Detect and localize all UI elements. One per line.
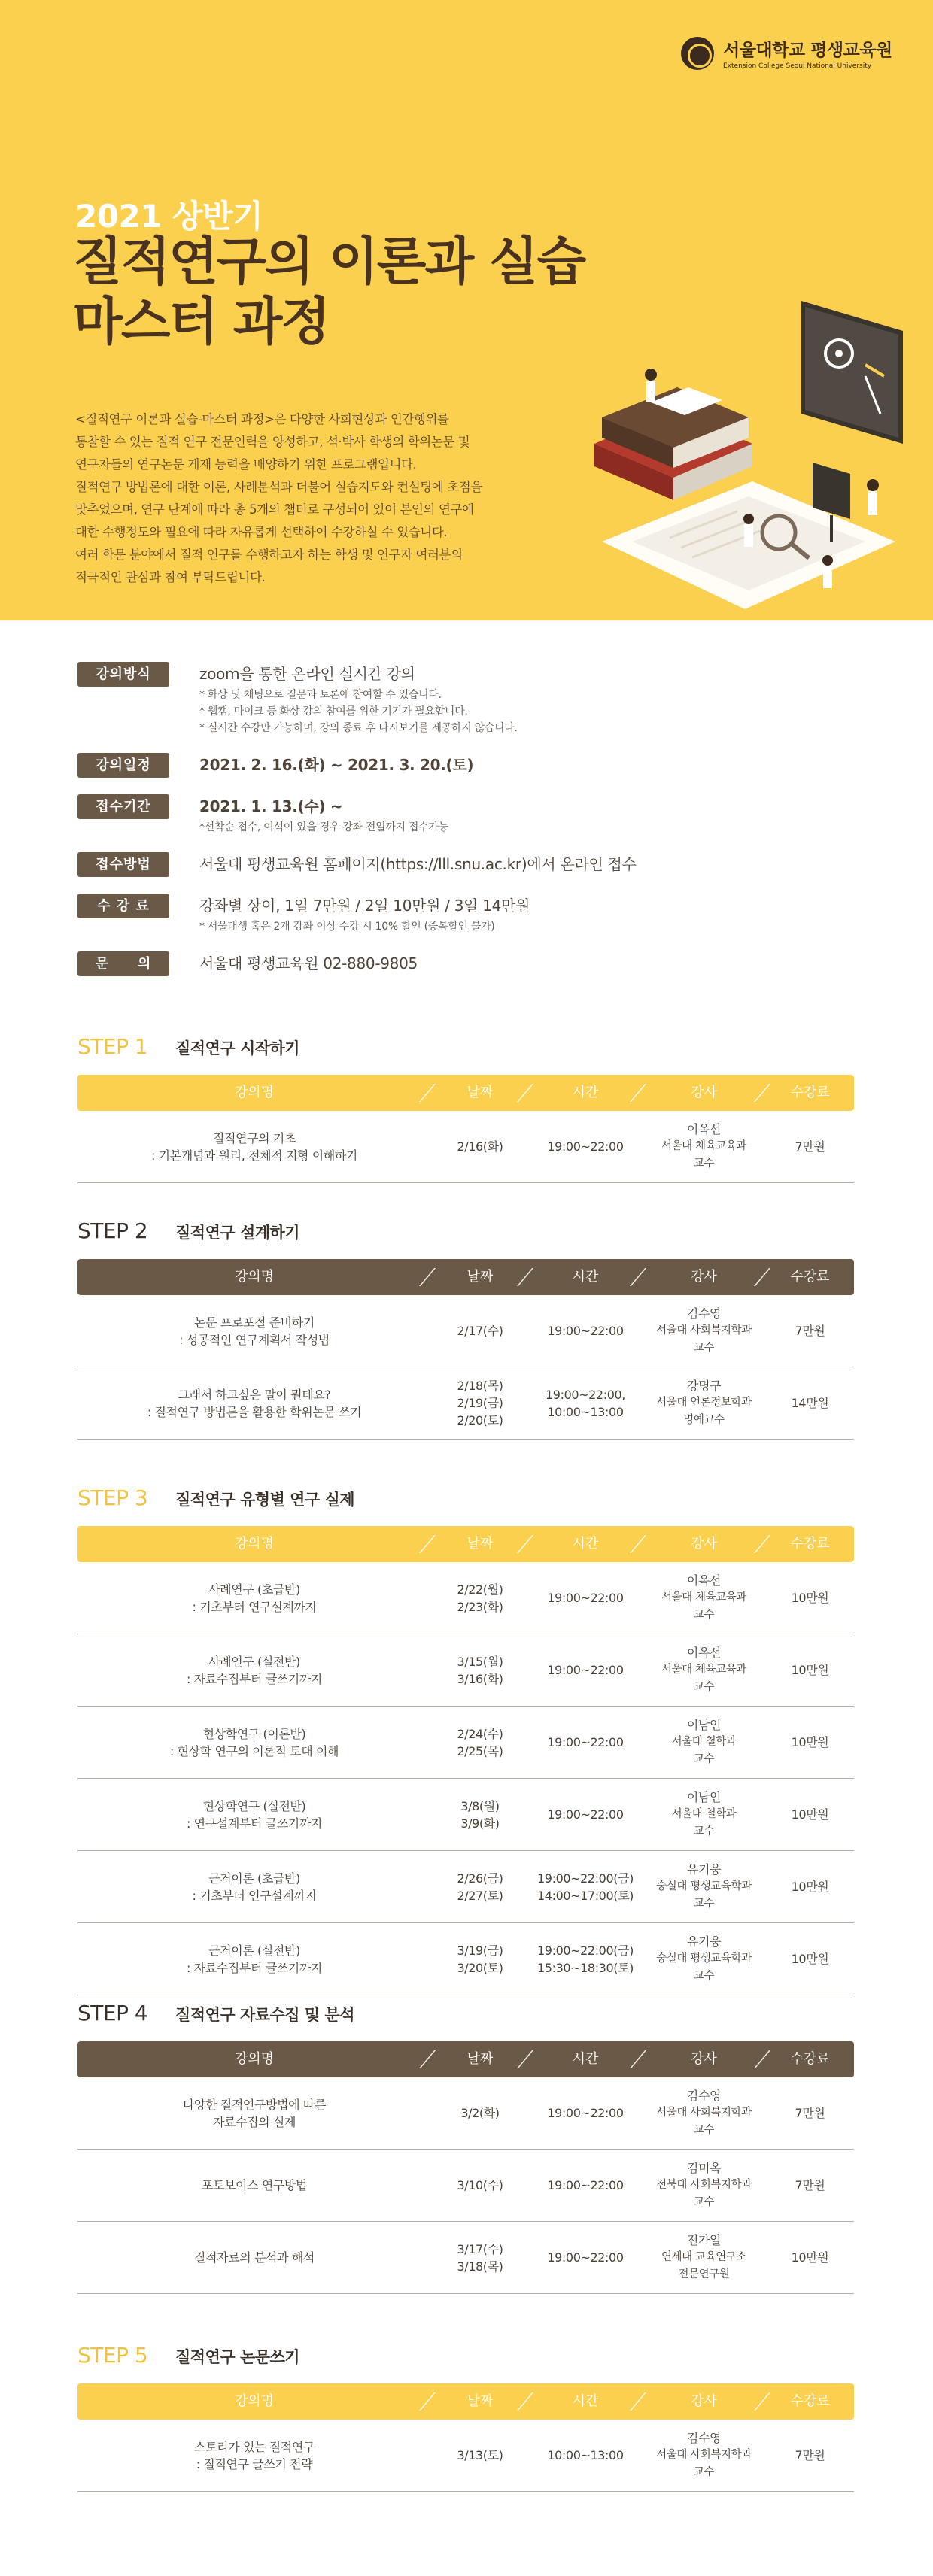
description-line: 여러 학문 분야에서 질적 연구를 수행하고자 하는 학생 및 연구자 여러분의 [75, 548, 463, 562]
instructor-line: 유기웅 [686, 1862, 722, 1877]
column-header: 날짜 [431, 1075, 529, 1111]
course-time-line: 19:00~22:00, [546, 1387, 625, 1402]
column-header: 강의명 [234, 2051, 275, 2067]
course-date [431, 1322, 529, 1340]
program-title-line1: 질적연구의 이론과 실습 [73, 232, 585, 292]
course-fee: 10만원 [791, 1663, 829, 1677]
instructor-line: 김수영 [686, 2431, 722, 2445]
course-name-line: : 자료수집부터 글쓰기까지 [187, 1671, 322, 1686]
description-line: 통찰할 수 있는 질적 연구 전문인력을 양성하고, 석·박사 학생의 학위논문 및 [75, 435, 470, 449]
course-date [431, 2104, 529, 2122]
column-header: 수강료 [766, 1259, 854, 1295]
course-date-line: 3/9(화) [460, 1816, 500, 1831]
course-name-line: : 기초부터 연구설계까지 [192, 1599, 317, 1614]
course-time [529, 1589, 642, 1607]
logo-subtitle: Extension College Seoul National University [723, 62, 872, 70]
course-name [77, 1725, 431, 1760]
step-heading [77, 2001, 854, 2031]
instructor [642, 1861, 766, 1913]
description-line: 맞추었으며, 연구 단계에 따라 총 5개의 챕터로 구성되어 있어 본인의 연구에 [75, 502, 474, 517]
description-line: 질적연구 방법론에 대한 이론, 사례분석과 더불어 실습지도와 컨설팅에 초점을 [75, 480, 482, 494]
course-fee: 10만원 [791, 1952, 829, 1966]
course-name-line: 다양한 질적연구방법에 따른 [182, 2097, 327, 2112]
instructor [642, 1377, 766, 1429]
table-row [77, 1295, 854, 1367]
course-time [529, 1942, 642, 1977]
course-time-line: 19:00~22:00(금) [537, 1943, 634, 1958]
table-header [77, 1526, 854, 1562]
course-fee: 10만원 [791, 1735, 829, 1749]
info-body [199, 894, 530, 935]
course-name-line: 자료수집의 실제 [212, 2114, 296, 2129]
step-title: 질적연구 시작하기 [175, 1039, 300, 1057]
course-table [77, 1075, 854, 1183]
instructor-line: 서울대 체육교육과 [661, 1664, 747, 1676]
course-name [77, 2177, 431, 2194]
course-date-line: 2/20(토) [457, 1413, 503, 1428]
program-term: 2021 상반기 [75, 198, 263, 235]
course-date-line: 2/18(목) [457, 1379, 503, 1393]
course-time-line: 10:00~13:00 [547, 2448, 624, 2462]
course-date-line: 3/15(월) [457, 1654, 503, 1669]
table-header [77, 1075, 854, 1111]
info-value: 강좌별 상이, 1일 7만원 / 2일 10만원 / 3일 14만원 [199, 897, 530, 915]
instructor-line: 숭실대 평생교육학과 [656, 1952, 752, 1965]
course-time-line: 19:00~22:00 [547, 2178, 624, 2192]
instructor-line: 교수 [693, 1898, 715, 1910]
instructor [642, 1305, 766, 1357]
column-header: 수강료 [766, 1075, 854, 1111]
instructor-line: 교수 [693, 2124, 715, 2136]
column-header: 강사 [642, 1259, 766, 1295]
table-row [77, 2420, 854, 2492]
course-info [77, 662, 860, 993]
step-number: STEP 1 [77, 1034, 148, 1059]
column-header: 시간 [529, 1075, 642, 1111]
course-time-line: 19:00~22:00 [547, 1324, 624, 1338]
course-time [529, 2447, 642, 2464]
column-header: 강사 [642, 1526, 766, 1562]
instructor-line: 명예교수 [683, 1414, 725, 1426]
course-name-line: 논문 프로포절 준비하기 [194, 1315, 315, 1330]
instructor-line: 전가일 [686, 2233, 722, 2247]
course-name-line: 근거이론 (초급반) [208, 1871, 300, 1886]
column-header: 날짜 [431, 1526, 529, 1562]
table-row [77, 1367, 854, 1440]
info-note: * 실시간 수강만 가능하며, 강의 종료 후 다시보기를 제공하지 않습니다. [199, 722, 518, 734]
course-name-line: : 질적연구 글쓰기 전략 [196, 2456, 313, 2471]
program-description [75, 408, 557, 589]
course-date [431, 1870, 529, 1904]
instructor-line: 유기웅 [686, 1934, 722, 1949]
instructor-line: 이남인 [686, 1718, 722, 1732]
course-time [529, 2249, 642, 2266]
info-label: 수 강 료 [77, 894, 169, 918]
instructor-line: 서울대 사회복지학과 [656, 2449, 752, 2461]
description-line: 대한 수행정도와 필요에 따라 자유롭게 선택하여 수강하실 수 있습니다. [75, 525, 448, 539]
course-time-line: 19:00~22:00 [547, 1139, 624, 1154]
course-date-line: 3/8(월) [460, 1798, 500, 1813]
course-name [77, 1386, 431, 1421]
course-date [431, 2447, 529, 2464]
course-date [431, 2241, 529, 2275]
instructor-line: 김수영 [686, 2089, 722, 2103]
course-name [77, 2096, 431, 2131]
instructor-line: 교수 [693, 1681, 715, 1693]
course-name [77, 1581, 431, 1616]
description-line: <질적연구 이론과 실습-마스터 과정>은 다양한 사회현상과 인간행위를 [75, 412, 449, 426]
course-time [529, 1322, 642, 1340]
step-section-4 [77, 2001, 854, 2294]
course-date-line: 2/19(금) [457, 1396, 503, 1410]
course-time [529, 1870, 642, 1904]
column-header: 수강료 [766, 2041, 854, 2077]
course-name-line: : 현상학 연구의 이론적 토대 이해 [169, 1743, 339, 1758]
table-row [77, 1851, 854, 1923]
info-note: * 웹캠, 마이크 등 화상 강의 참여를 위한 기기가 필요합니다. [199, 705, 468, 718]
column-header: 날짜 [431, 2383, 529, 2420]
table-row [77, 1111, 854, 1183]
step-section-2 [77, 1218, 854, 1440]
course-fee: 7만원 [795, 2448, 825, 2462]
step-number: STEP 3 [77, 1485, 148, 1510]
table-row [77, 1779, 854, 1851]
step-heading [77, 1485, 854, 1516]
course-name [77, 2249, 431, 2266]
instructor [642, 1644, 766, 1696]
course-date [431, 2177, 529, 2194]
instructor-line: 김수영 [686, 1306, 722, 1321]
table-header [77, 2041, 854, 2077]
step-heading [77, 2343, 854, 2373]
instructor-line: 서울대 사회복지학과 [656, 1324, 752, 1337]
course-time [529, 1734, 642, 1751]
table-row [77, 1923, 854, 1995]
course-name [77, 1870, 431, 1904]
column-header: 수강료 [766, 1526, 854, 1562]
instructor-line: 이남인 [686, 1790, 722, 1804]
course-time-line: 19:00~22:00 [547, 1735, 624, 1749]
course-date-line: 3/19(금) [457, 1943, 503, 1958]
course-date [431, 1798, 529, 1832]
course-name-line: 그래서 하고싶은 말이 뭔데요? [178, 1387, 331, 1402]
instructor-line: 김미옥 [686, 2161, 722, 2175]
info-row [77, 852, 860, 877]
course-date [431, 1138, 529, 1155]
table-row [77, 1634, 854, 1707]
course-date-line: 2/24(수) [457, 1726, 503, 1741]
instructor-line: 연세대 교육연구소 [661, 2251, 747, 2263]
instructor [642, 1789, 766, 1840]
info-label: 접수방법 [77, 852, 169, 877]
instructor-line: 교수 [693, 1342, 715, 1354]
course-date [431, 1581, 529, 1616]
instructor-line: 전북대 사회복지학과 [656, 2179, 752, 2191]
description-line: 연구자들의 연구논문 게재 능력을 배양하기 위한 프로그램입니다. [75, 457, 417, 472]
instructor [642, 1933, 766, 1985]
column-header: 날짜 [431, 1259, 529, 1295]
course-date-line: 2/26(금) [457, 1871, 503, 1886]
instructor-line: 교수 [693, 2466, 715, 2478]
course-name [77, 2438, 431, 2473]
course-name-line: 현상학연구 (실전반) [202, 1798, 306, 1813]
course-date [431, 1725, 529, 1760]
instructor [642, 1572, 766, 1624]
research-illustration [579, 293, 918, 617]
info-row [77, 951, 860, 976]
course-name-line: 근거이론 (실전반) [208, 1943, 300, 1958]
info-note: *선착순 접수, 여석이 있을 경우 강좌 전일까지 접수가능 [199, 821, 448, 833]
step-section-1 [77, 1034, 854, 1183]
step-heading [77, 1034, 854, 1064]
course-time-line: 19:00~22:00 [547, 1663, 624, 1677]
course-name-line: 질적연구의 기초 [212, 1130, 296, 1145]
course-date-line: 2/16(화) [457, 1139, 503, 1154]
instructor [642, 1716, 766, 1768]
instructor [642, 1121, 766, 1173]
program-title-line2: 마스터 과정 [73, 293, 330, 352]
course-name-line: 사례연구 (실전반) [208, 1654, 300, 1669]
column-header: 강의명 [234, 1536, 275, 1552]
course-date [431, 1942, 529, 1977]
course-name-line: : 자료수집부터 글쓰기까지 [187, 1960, 322, 1975]
course-date-line: 2/25(목) [457, 1743, 503, 1758]
info-body [199, 951, 418, 976]
step-section-5 [77, 2343, 854, 2492]
column-header: 강사 [642, 2383, 766, 2420]
course-name [77, 1314, 431, 1349]
hero-banner [0, 0, 933, 620]
info-row [77, 894, 860, 935]
course-name-line: 현상학연구 (이론반) [202, 1726, 306, 1741]
instructor-line: 서울대 철학과 [671, 1808, 737, 1820]
info-body [199, 852, 637, 877]
course-name-line: 포토보이스 연구방법 [201, 2178, 308, 2192]
info-value: 서울대 평생교육원 02-880-9805 [199, 954, 418, 972]
course-time-line: 14:00~17:00(토) [537, 1888, 634, 1903]
instructor-line: 교수 [693, 1825, 715, 1837]
course-date [431, 1377, 529, 1429]
course-name-line: : 성공적인 연구계획서 작성법 [179, 1332, 330, 1347]
step-section-3 [77, 1485, 854, 1995]
instructor-line: 서울대 사회복지학과 [656, 2107, 752, 2119]
instructor-line: 교수 [693, 1970, 715, 1982]
course-name-line: 스토리가 있는 질적연구 [194, 2439, 315, 2454]
instructor-line: 교수 [693, 2196, 715, 2208]
course-table [77, 2041, 854, 2294]
course-fee: 10만원 [791, 2250, 829, 2265]
instructor-line: 이옥선 [686, 1122, 722, 1136]
description-line: 적극적인 관심과 참여 부탁드립니다. [75, 570, 266, 584]
instructor-line: 교수 [693, 1158, 715, 1170]
column-header: 강사 [642, 2041, 766, 2077]
course-table [77, 1259, 854, 1440]
table-row [77, 1562, 854, 1634]
info-label: 문 의 [77, 951, 169, 976]
course-date-line: 2/23(화) [457, 1599, 503, 1614]
info-label: 접수기간 [77, 794, 169, 819]
course-date-line: 3/10(수) [457, 2178, 503, 2192]
course-time-line: 19:00~22:00(금) [537, 1871, 634, 1886]
course-table [77, 1526, 854, 1995]
course-date-line: 3/17(수) [457, 2241, 503, 2256]
course-fee: 10만원 [791, 1807, 829, 1822]
course-name-line: : 기본개념과 원리, 전체적 지형 이해하기 [150, 1148, 357, 1163]
step-title: 질적연구 자료수집 및 분석 [175, 2006, 355, 2024]
instructor-line: 이옥선 [686, 1573, 722, 1588]
instructor-line: 서울대 철학과 [671, 1736, 737, 1748]
info-note: * 서울대생 혹은 2개 강좌 이상 수강 시 10% 할인 (중복할인 불가) [199, 921, 495, 933]
course-time-line: 19:00~22:00 [547, 2106, 624, 2120]
info-row [77, 753, 860, 778]
course-fee: 10만원 [791, 1880, 829, 1894]
instructor [642, 2159, 766, 2211]
course-fee: 7만원 [795, 1139, 825, 1154]
instructor-line: 교수 [693, 1753, 715, 1765]
instructor [642, 2232, 766, 2283]
instructor [642, 2429, 766, 2481]
step-title: 질적연구 논문쓰기 [175, 2348, 300, 2366]
course-fee: 7만원 [795, 2178, 825, 2192]
step-title: 질적연구 유형별 연구 실제 [175, 1491, 355, 1509]
table-row [77, 1707, 854, 1779]
course-time [529, 1661, 642, 1679]
course-time-line: 19:00~22:00 [547, 1807, 624, 1822]
course-fee: 7만원 [795, 1324, 825, 1338]
instructor-line: 서울대 체육교육과 [661, 1591, 747, 1604]
course-table [77, 2383, 854, 2492]
course-date-line: 3/13(토) [457, 2448, 503, 2462]
course-date-line: 3/20(토) [457, 1960, 503, 1975]
step-heading [77, 1218, 854, 1249]
column-header: 시간 [529, 1259, 642, 1295]
instructor-line: 전문연구원 [678, 2268, 730, 2280]
snu-seal-icon [681, 37, 714, 70]
course-time [529, 2104, 642, 2122]
info-note: * 화상 및 채팅으로 질문과 토론에 참여할 수 있습니다. [199, 689, 442, 701]
info-body [199, 662, 518, 736]
info-value: zoom을 통한 온라인 실시간 강의 [199, 665, 415, 683]
step-number: STEP 2 [77, 1218, 148, 1243]
column-header: 강의명 [234, 2393, 275, 2409]
course-date-line: 3/18(목) [457, 2259, 503, 2274]
course-time [529, 1806, 642, 1823]
column-header: 시간 [529, 1526, 642, 1562]
course-name-line: 사례연구 (초급반) [208, 1582, 300, 1597]
course-time-line: 15:30~18:30(토) [537, 1960, 634, 1975]
course-time-line: 19:00~22:00 [547, 2250, 624, 2265]
course-date-line: 3/2(화) [460, 2106, 500, 2120]
course-time [529, 2177, 642, 2194]
course-date-line: 2/17(수) [457, 1324, 503, 1338]
column-header: 날짜 [431, 2041, 529, 2077]
info-value: 서울대 평생교육원 홈페이지(https://lll.snu.ac.kr)에서 온라인 접수 [199, 855, 637, 873]
column-header: 수강료 [766, 2383, 854, 2420]
table-row [77, 2222, 854, 2294]
instructor-line: 강명구 [686, 1379, 722, 1393]
course-name [77, 1798, 431, 1832]
instructor-line: 숭실대 평생교육학과 [656, 1880, 752, 1892]
info-row [77, 662, 860, 736]
course-name-line: 질적자료의 분석과 해석 [194, 2250, 315, 2265]
course-date-line: 3/16(화) [457, 1671, 503, 1686]
instructor-line: 교수 [693, 1609, 715, 1621]
instructor-line: 서울대 체육교육과 [661, 1140, 747, 1152]
info-label: 강의방식 [77, 662, 169, 687]
column-header: 강사 [642, 1075, 766, 1111]
course-name [77, 1653, 431, 1688]
course-date-line: 2/27(토) [457, 1888, 503, 1903]
course-name-line: : 질적연구 방법론을 활용한 학위논문 쓰기 [147, 1404, 362, 1419]
instructor [642, 2087, 766, 2139]
course-fee: 14만원 [791, 1396, 829, 1410]
column-header: 강의명 [234, 1269, 275, 1285]
step-title: 질적연구 설계하기 [175, 1224, 300, 1242]
course-time [529, 1386, 642, 1421]
table-row [77, 2150, 854, 2222]
course-time-line: 10:00~13:00 [547, 1404, 624, 1419]
info-value: 2021. 2. 16.(화) ~ 2021. 3. 20.(토) [199, 756, 474, 774]
info-label: 강의일정 [77, 753, 169, 778]
institution-logo [681, 36, 892, 70]
course-time-line: 19:00~22:00 [547, 1591, 624, 1605]
course-fee: 7만원 [795, 2106, 825, 2120]
step-number: STEP 5 [77, 2343, 148, 2368]
table-header [77, 1259, 854, 1295]
table-header [77, 2383, 854, 2420]
column-header: 강의명 [234, 1085, 275, 1100]
course-time [529, 1138, 642, 1155]
course-name-line: : 기초부터 연구설계까지 [192, 1888, 317, 1903]
logo-name: 서울대학교 평생교육원 [723, 41, 892, 60]
instructor-line: 이옥선 [686, 1646, 722, 1660]
course-name-line: : 연구설계부터 글쓰기까지 [187, 1816, 322, 1831]
info-value: 2021. 1. 13.(수) ~ [199, 797, 343, 815]
course-fee: 10만원 [791, 1591, 829, 1605]
column-header: 시간 [529, 2383, 642, 2420]
course-name [77, 1130, 431, 1164]
step-number: STEP 4 [77, 2001, 148, 2025]
course-date-line: 2/22(월) [457, 1582, 503, 1597]
instructor-line: 서울대 언론정보학과 [656, 1397, 752, 1409]
info-body [199, 794, 448, 836]
course-name [77, 1942, 431, 1977]
table-row [77, 2077, 854, 2150]
info-row [77, 794, 860, 836]
info-body [199, 753, 473, 778]
column-header: 시간 [529, 2041, 642, 2077]
course-date [431, 1653, 529, 1688]
